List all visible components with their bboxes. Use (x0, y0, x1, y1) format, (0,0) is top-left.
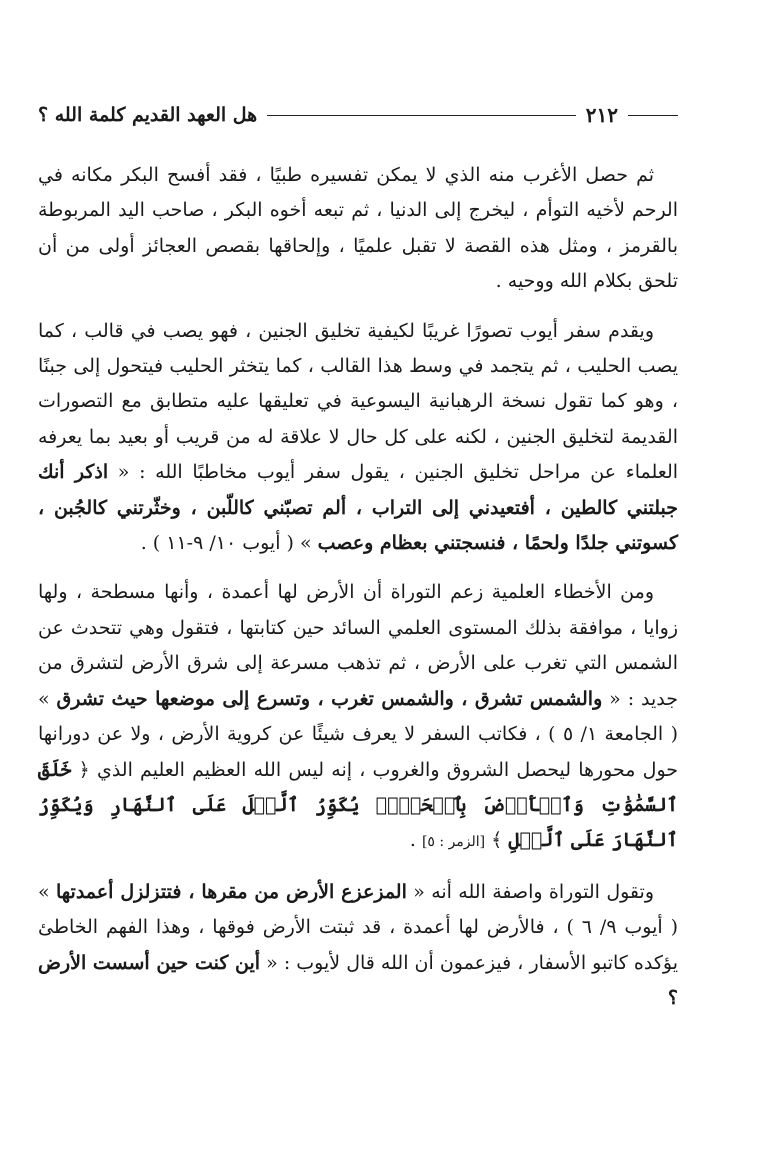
paragraph-2-text-a: ويقدم سفر أيوب تصورًا غريبًا لكيفية تخليق الجنين ، فهو يصب في قالب ، كما يصب الحليب ، ثم يتجمد في وسط هذا القالب ، كما يتخثر الحليب فيتحول إلى جبنًا ، وهو كما تقول نسخة الرهبانية اليسوعية في تعليقها عليه متطابق مع التصورات القديمة لتخليق الجنين ، لكنه على كل حال لا علاقة له من قريب أو بعيد بما يعرفه العلماء عن مراحل تخليق الجنين ، يقول سفر أيوب مخاطبًا الله : « (38, 319, 679, 484)
paragraph-3-text-c: ﴾ (485, 829, 509, 852)
paragraph-4-text-a: وتقول التوراة واصفة الله أنه « (406, 880, 655, 903)
running-title: هل العهد القديم كلمة الله ؟ (38, 104, 258, 126)
page-body (38, 158, 678, 1016)
paragraph-2-text-b: » ( أيوب ١٠/ ٩-١١ ) . (140, 532, 318, 555)
paragraph-4-text-b: » ( أيوب ٩/ ٦ ) ، فالأرض لها أعمدة ، قد ثبتت الأرض فوقها ، وهذا الفهم الخاطئ يؤكده كاتبو الأسفار ، فيزعمون أن الله قال لأيوب : « (38, 880, 679, 974)
paragraph-3-text-a: ومن الأخطاء العلمية زعم التوراة أن الأرض لها أعمدة ، وأنها مسطحة ، ولها زوايا ، موافقة بذلك المستوى العلمي السائد حين كتابتها ، فتقول وهي تتحدث عن الشمس التي تغرب على الأرض ، ثم تذهب مسرعة إلى شرق الأرض لتشرق من جديد : « (38, 581, 679, 710)
paragraph-1 (38, 158, 678, 300)
paragraph-3 (38, 575, 678, 860)
job-quote-2-bold: المزعزع الأرض من مقرها ، فتتزلزل أعمدتها (55, 880, 407, 903)
paragraph-4 (38, 875, 678, 1017)
ecclesiastes-quote-bold: والشمس تشرق ، والشمس تغرب ، وتسرع إلى موضعها حيث تشرق (56, 687, 603, 710)
page-header (38, 98, 678, 132)
page-number: ٢١٢ (585, 103, 618, 127)
verse-reference: [الزمر : ٥] (421, 834, 486, 851)
header-rule-long (267, 115, 576, 116)
job-quote-3-bold: أين كنت حين أسست الأرض ؟ (38, 951, 678, 1009)
job-quote-bold: اذكر أنك جبلتني كالطين ، أفتعيدني إلى التراب ، ألم تصبّني كاللّبن ، وخثّرتني كالجُبن ، كسوتني جلدًا ولحمًا ، فنسجتني بعظام وعصب (38, 461, 678, 555)
paragraph-2 (38, 314, 678, 562)
quran-verse: خَلَقَ ٱلسَّمَٰوَٰتِ وَٱلۡأَرۡضَ بِٱلۡحَقِّۖ يُكَوِّرُ ٱلَّيۡلَ عَلَى ٱلنَّهَارِ وَيُكَوِّرُ ٱلنَّهَارَ عَلَى ٱلَّيۡلِ (38, 758, 678, 852)
paragraph-3-text-d: . (409, 829, 422, 852)
paragraph-1-text: ثم حصل الأغرب منه الذي لا يمكن تفسيره طبيًا ، فقد أفسح البكر مكانه في الرحم لأخيه التوأم ، ليخرج إلى الدنيا ، ثم تبعه أخوه البكر ، صاحب اليد المربوطة بالقرمز ، ومثل هذه القصة لا تقبل علميًا ، وإلحاقها بقصص العجائز أولى من أن تلحق بكلام الله ووحيه . (38, 164, 678, 293)
header-rule-short (628, 115, 678, 116)
paragraph-3-text-b: » ( الجامعة ١/ ٥ ) ، فكاتب السفر لا يعرف شيئًا عن كروية الأرض ، ولا عن دورانها حول محورها ليحصل الشروق والغروب ، إنه ليس الله العظيم العليم الذي ﴿ (38, 687, 678, 781)
